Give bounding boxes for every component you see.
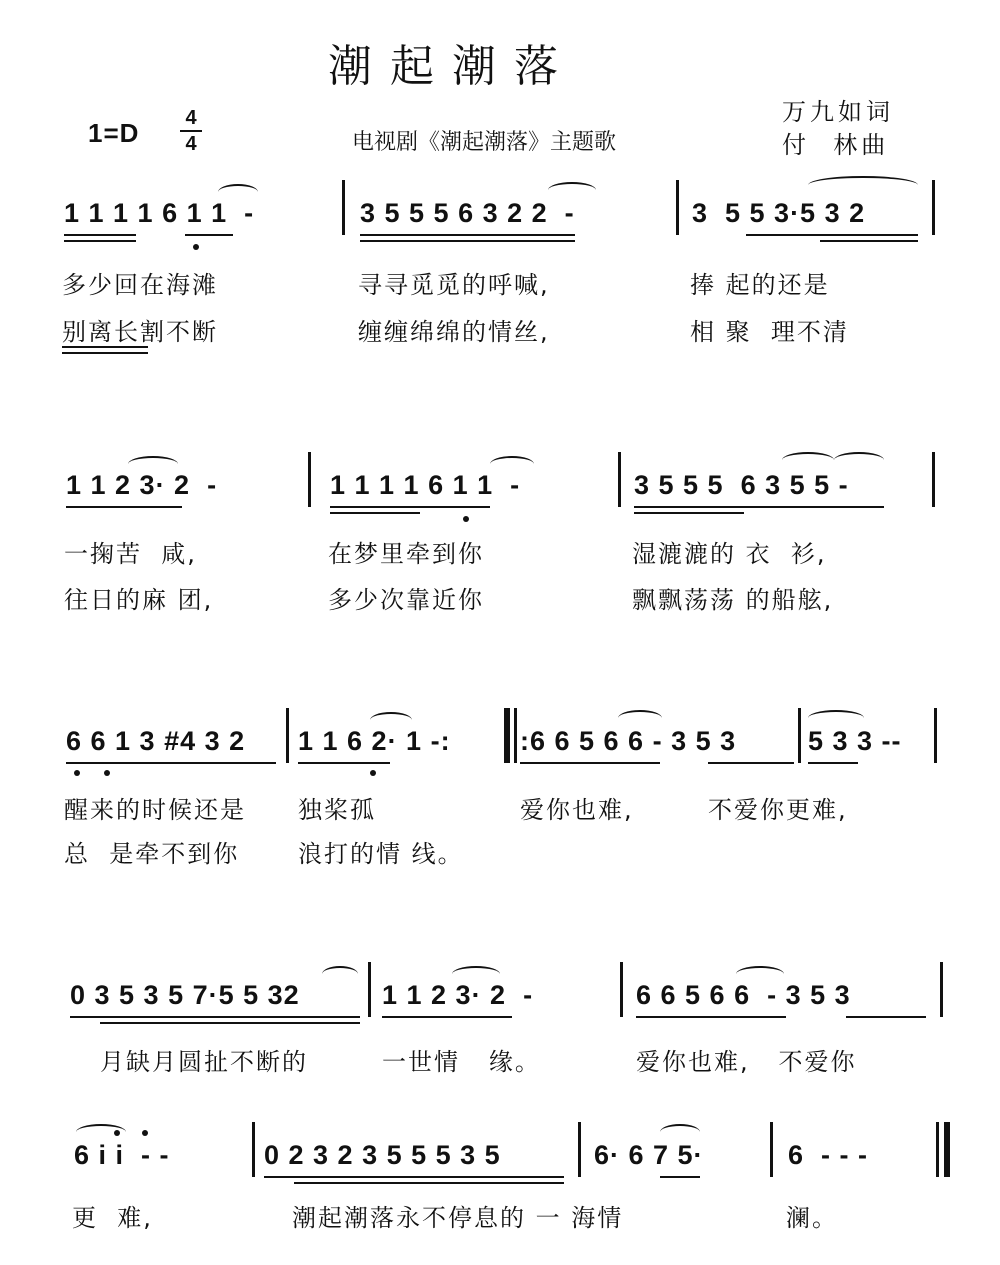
row2-lyric1-a: 一掬苦 咸, [64,540,197,568]
underline [634,506,884,508]
row3-lyric2-b: 浪打的情 线。 [298,840,464,868]
underline [708,762,794,764]
row2-measure2: 1 1 1 1 6 1 1 - [330,470,521,500]
row2-lyric2-a: 往日的麻 团, [64,586,214,614]
row5-lyric1-c: 澜。 [786,1204,838,1232]
slur [660,1124,700,1140]
octave-dot [463,516,469,522]
octave-dot [104,770,110,776]
time-signature-bottom: 4 [185,133,197,155]
underline [746,234,918,236]
underline [820,240,918,242]
slur [128,456,178,472]
barline [308,452,311,507]
underline [846,1016,926,1018]
underline [520,762,660,764]
row4-lyric1-c: 爱你也难, 不爱你 [636,1048,857,1076]
underline [185,234,233,236]
octave-dot [193,244,199,250]
underline [330,506,490,508]
underline [634,512,744,514]
underline [64,234,136,236]
row2-measure1: 1 1 2 3· 2 - [66,470,218,500]
final-barline [936,1122,939,1177]
barline [932,452,935,507]
barline [932,180,935,235]
underline [100,1022,360,1024]
slur [808,176,918,194]
subtitle: 电视剧《潮起潮落》主题歌 [352,130,617,155]
barline [620,962,623,1017]
slur [736,966,784,982]
row1-lyric2-b: 缠缠绵绵的情丝, [358,318,550,346]
row2-measure3: 3 5 5 5 6 3 5 5 - [634,470,849,500]
barline [676,180,679,235]
row3-lyric1-a: 醒来的时候还是 [64,796,246,824]
barline [368,962,371,1017]
underline [298,762,390,764]
slur [490,456,534,472]
row1-lyric2-c: 相 聚 理不清 [690,318,849,346]
key-signature: 1=D [88,118,140,148]
slur [370,712,412,728]
composer-credit: 付 林曲 [782,131,890,159]
underline [636,1016,786,1018]
slur [322,966,358,982]
row3-lyric1-d: 不爱你更难, [708,796,848,824]
slur [452,966,500,982]
row3-lyric2-a: 总 是牵不到你 [64,840,240,868]
barline [934,708,937,763]
barline [286,708,289,763]
octave-dot [74,770,80,776]
underline [360,240,575,242]
row1-lyric1-b: 寻寻觅觅的呼喊, [358,271,550,299]
row5-measure3: 6· 6 7 5· [594,1140,704,1170]
row1-lyric1-a: 多少回在海滩 [62,271,218,299]
slur [548,182,596,198]
row1-measure3: 3 5 5 3·5 3 2 [692,198,866,228]
row1-measure1: 1 1 1 1 6 1 1 - [64,198,255,228]
song-title: 潮起潮落 [328,41,576,92]
underline [66,506,182,508]
underline [64,240,136,242]
repeat-barline [504,708,510,763]
barline [618,452,621,507]
time-signature-top: 4 [185,107,197,129]
underline [808,762,858,764]
row3-measure4: 5 3 3 -- [808,726,902,756]
row5-measure1: 6 i i - - [74,1140,170,1170]
slur [782,452,834,468]
row2-lyric2-c: 飘飘荡荡 的船舷, [632,586,834,614]
barline [798,708,801,763]
underline [62,352,148,354]
underline [360,234,575,236]
row2-lyric1-c: 湿漉漉的 衣 衫, [632,540,827,568]
underline [264,1176,564,1178]
underline [660,1176,700,1178]
row5-lyric1-b: 潮起潮落永不停息的 一 海情 [292,1204,624,1232]
barline [940,962,943,1017]
final-barline [944,1122,950,1177]
underline [66,762,276,764]
barline [770,1122,773,1177]
underline [70,1016,360,1018]
repeat-barline [514,708,517,763]
row3-lyric1-b: 独桨孤 [298,796,376,824]
slur [618,710,662,726]
row5-measure4: 6 - - - [788,1140,868,1170]
row4-measure2: 1 1 2 3· 2 - [382,980,534,1010]
barline [342,180,345,235]
row3-measure1: 6 6 1 3 #4 3 2 [66,726,246,756]
row3-measure2: 1 1 6 2· 1 -: [298,726,451,756]
underline [330,512,420,514]
row4-measure1: 0 3 5 3 5 7·5 5 32 [70,980,300,1010]
octave-dot [114,1130,120,1136]
lyricist-credit: 万九如词 [782,98,894,126]
barline [252,1122,255,1177]
time-signature [180,108,202,154]
row2-lyric2-b: 多少次靠近你 [328,586,484,614]
underline [62,346,148,348]
underline [294,1182,564,1184]
row1-lyric1-c: 捧 起的还是 [690,271,830,299]
slur [834,452,884,468]
row5-measure2: 0 2 3 2 3 5 5 5 3 5 [264,1140,501,1170]
row1-lyric2-a: 别离长割不断 [62,318,218,346]
octave-dot [370,770,376,776]
octave-dot [142,1130,148,1136]
row3-lyric1-c: 爱你也难, [520,796,634,824]
row2-lyric1-b: 在梦里牵到你 [328,540,484,568]
row4-lyric1-a: 月缺月圆扯不断的 [100,1048,308,1076]
barline [578,1122,581,1177]
row4-measure3: 6 6 5 6 6 - 3 5 3 [636,980,851,1010]
slur [808,710,864,726]
underline [382,1016,512,1018]
row5-lyric1-a: 更 难, [72,1204,153,1232]
row3-measure3: :6 6 5 6 6 - 3 5 3 [520,726,737,756]
slur [218,184,258,200]
row1-measure2: 3 5 5 5 6 3 2 2 - [360,198,575,228]
row4-lyric1-b: 一世情 缘。 [382,1048,541,1076]
